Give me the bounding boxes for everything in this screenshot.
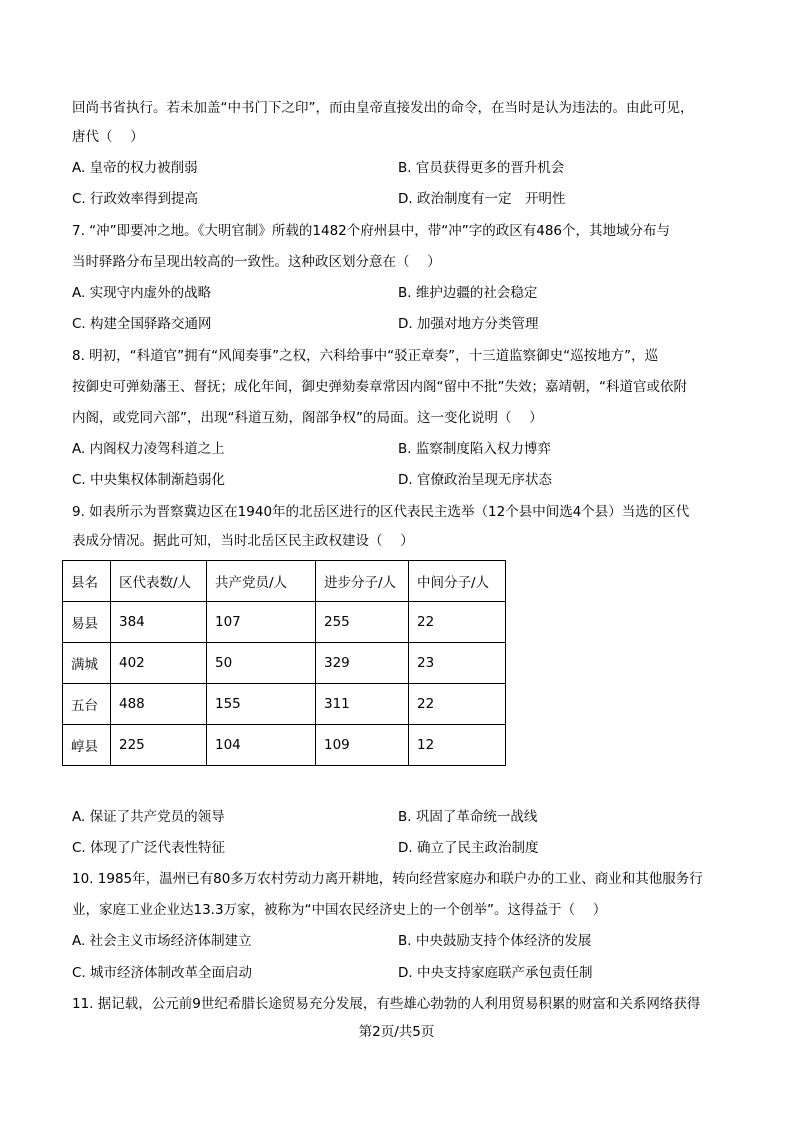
- page-footer: 第2页/共5页: [358, 1024, 435, 1040]
- table-cell: 329: [316, 643, 409, 684]
- table-header-cell: 中间分子/人: [409, 561, 506, 602]
- option-7c: C. 构建全国驿路交通网: [72, 316, 212, 332]
- option-7b: B. 维护边疆的社会稳定: [398, 285, 538, 301]
- question-9-text-line-1: 9. 如表所示为晋察冀边区在1940年的北岳区进行的区代表民主选举（12个县中间选4个县）当选的区代: [72, 504, 690, 520]
- option-8b: B. 监察制度陷入权力博弈: [398, 441, 551, 457]
- table-header-cell: 共产党员/人: [207, 561, 316, 602]
- option-6a: A. 皇帝的权力被削弱: [72, 160, 198, 176]
- table-cell: 易县: [63, 602, 111, 643]
- question-6-text-line-1: 回尚书省执行。若未加盖“中书门下之印”，而由皇帝直接发出的命令，在当时是认为违法的。由此可见，: [72, 100, 694, 116]
- option-9b: B. 巩固了革命统一战线: [398, 809, 538, 825]
- option-9a: A. 保证了共产党员的领导: [72, 809, 225, 825]
- table-header-cell: 区代表数/人: [111, 561, 207, 602]
- option-10d: D. 中央支持家庭联产承包责任制: [398, 965, 593, 981]
- table-header-row: [63, 561, 506, 602]
- option-6d: D. 政治制度有一定 开明性: [398, 191, 566, 207]
- option-10c: C. 城市经济体制改革全面启动: [72, 965, 253, 981]
- question-7-text-line-2: 当时驿路分布呈现出较高的一致性。这种政区划分意在（ ）: [72, 254, 441, 270]
- option-10a: A. 社会主义市场经济体制建立: [72, 933, 252, 949]
- question-7-text-line-1: 7. “冲”即要冲之地。《大明官制》所载的1482个府州县中，带“冲”字的政区有486个，其地域分布与: [72, 223, 671, 239]
- table-cell: 12: [409, 725, 506, 766]
- table-cell: 225: [111, 725, 207, 766]
- question-9-text-line-2: 表成分情况。据此可知，当时北岳区民主政权建设（ ）: [72, 533, 414, 549]
- table-cell: 107: [207, 602, 316, 643]
- table-cell: 109: [316, 725, 409, 766]
- table-cell: 255: [316, 602, 409, 643]
- option-10b: B. 中央鼓励支持个体经济的发展: [398, 933, 592, 949]
- table-cell: 311: [316, 684, 409, 725]
- question-8-text-line-1: 8. 明初，“科道官”拥有“风闻奏事”之权，六科给事中“驳正章奏”，十三道监察御史“巡按地方”，巡: [72, 348, 659, 364]
- table-cell: 五台: [63, 684, 111, 725]
- table-cell: 488: [111, 684, 207, 725]
- table-row: [63, 602, 506, 643]
- table-cell: 384: [111, 602, 207, 643]
- representatives-table: [62, 560, 506, 766]
- table-row: [63, 643, 506, 684]
- table-row: [63, 684, 506, 725]
- question-11-text-line-1: 11. 据记载，公元前9世纪希腊长途贸易充分发展，有些雄心勃勃的人利用贸易积累的财富和关系网络获得: [72, 996, 701, 1012]
- table-cell: 104: [207, 725, 316, 766]
- question-10-text-line-1: 10. 1985年，温州已有80多万农村劳动力离开耕地，转向经营家庭办和联户办的工业、商业和其他服务行: [72, 871, 703, 887]
- option-7d: D. 加强对地方分类管理: [398, 316, 539, 332]
- table-cell: 50: [207, 643, 316, 684]
- question-6-text-line-2: 唐代（ ）: [72, 129, 144, 145]
- table-cell: 23: [409, 643, 506, 684]
- question-10-text-line-2: 业，家庭工业企业达13.3万家，被称为“中国农民经济史上的一个创举”。这得益于（ ）: [72, 902, 607, 918]
- table-cell: 满城: [63, 643, 111, 684]
- option-8d: D. 官僚政治呈现无序状态: [398, 472, 552, 488]
- option-8a: A. 内阁权力凌驾科道之上: [72, 441, 225, 457]
- table-cell: 22: [409, 602, 506, 643]
- option-7a: A. 实现守内虚外的战略: [72, 285, 212, 301]
- question-8-text-line-2: 按御史可弹劾藩王、督抚；成化年间，御史弹劾奏章常因内阁“留中不批”失效；嘉靖朝，“科道官或依附: [72, 379, 687, 395]
- table-cell: 崞县: [63, 725, 111, 766]
- table-cell: 22: [409, 684, 506, 725]
- option-9c: C. 体现了广泛代表性特征: [72, 840, 226, 856]
- option-6b: B. 官员获得更多的晋升机会: [398, 160, 565, 176]
- table-header-cell: 县名: [63, 561, 111, 602]
- option-6c: C. 行政效率得到提高: [72, 191, 199, 207]
- table-header-cell: 进步分子/人: [316, 561, 409, 602]
- option-9d: D. 确立了民主政治制度: [398, 840, 539, 856]
- table-row: [63, 725, 506, 766]
- table-cell: 402: [111, 643, 207, 684]
- option-8c: C. 中央集权体制渐趋弱化: [72, 472, 226, 488]
- table-cell: 155: [207, 684, 316, 725]
- question-8-text-line-3: 内阁，或党同六部”，出现“科道互劾，阁部争权”的局面。这一变化说明（ ）: [72, 410, 543, 426]
